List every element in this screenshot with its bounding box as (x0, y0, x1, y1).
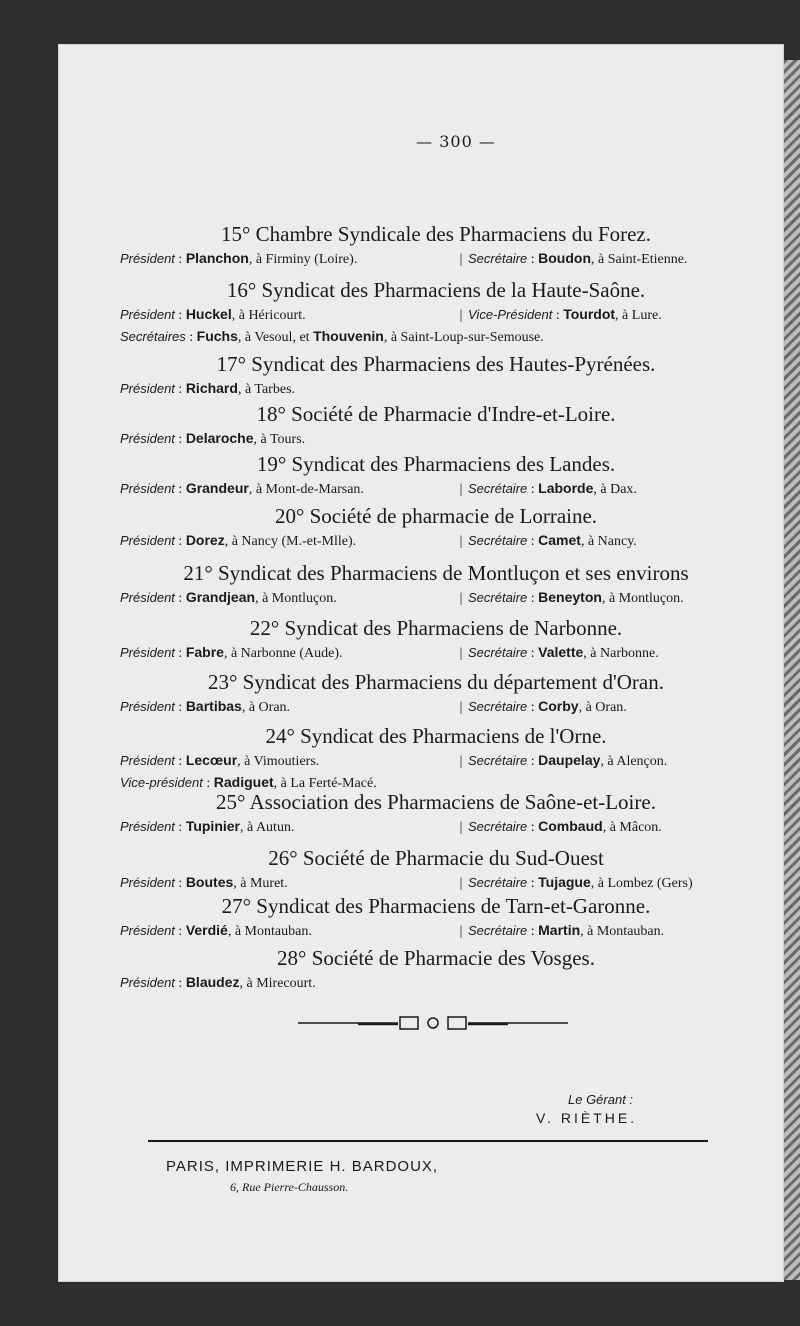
society-entry (58, 502, 784, 552)
officer-place: à Montluçon. (608, 591, 684, 606)
gerant-label: Le Gérant : (568, 1092, 634, 1107)
officer-role: Secrétaire (468, 923, 528, 938)
officer-line (58, 972, 784, 994)
officer-role: Secrétaires (120, 329, 186, 344)
officer-place: à Vesoul, et (244, 330, 310, 345)
society-title: 24° Syndicat des Pharmaciens de l'Orne. (265, 724, 607, 748)
officer-name: Boudon (538, 250, 592, 266)
officer-role: Président (120, 590, 175, 605)
officer-place: à Alençon. (607, 754, 668, 769)
officer-name: Daupelay (538, 752, 601, 768)
officer-secondary: | Vice-Président : Tourdot, à Lure. (454, 304, 662, 326)
society-title: 20° Société de pharmacie de Lorraine. (274, 504, 598, 528)
officer-line (58, 872, 784, 894)
column-separator: | (459, 534, 463, 549)
society-entry (58, 400, 784, 450)
society-entry (58, 892, 784, 942)
officer-place: à La Ferté-Macé. (280, 776, 377, 791)
officer-name: Grandjean (185, 589, 256, 605)
society-entry (58, 944, 784, 994)
officer-name: Beneyton (538, 589, 602, 605)
officer-primary: Président : Delaroche, à Tours. (120, 430, 306, 447)
officer-primary: Président : Grandjean, à Montluçon. (120, 589, 337, 606)
society-entry (58, 450, 784, 500)
officer-line (58, 816, 784, 838)
officer-place: à Nancy (M.-et-Mlle). (231, 534, 357, 549)
society-entry (58, 350, 784, 400)
officer-name: Camet (538, 532, 581, 548)
officer-role: Président (120, 381, 175, 396)
officer-name: Lecœur (185, 752, 238, 768)
officer-place: à Oran. (248, 700, 291, 715)
officer-line (58, 696, 784, 718)
officer-name: Blaudez (185, 974, 240, 990)
officer-line (58, 428, 784, 450)
officer-place: à Montluçon. (262, 591, 337, 606)
officer-line (58, 750, 784, 772)
officer-place: à Mirecourt. (246, 976, 316, 991)
officer-role: Président (120, 533, 175, 548)
officer-role: Secrétaire (468, 251, 528, 266)
society-entry (58, 722, 784, 794)
officer-role: Secrétaire (468, 533, 528, 548)
footer-rule (148, 1140, 708, 1142)
society-entry (58, 844, 784, 894)
officer-role: Président (120, 481, 175, 496)
gerant-name: V. RIÈTHE. (536, 1110, 638, 1126)
column-separator: | (459, 820, 463, 835)
column-separator: | (459, 876, 463, 891)
officer-primary: Président : Huckel, à Héricourt. (120, 306, 306, 323)
officer-primary: Président : Lecœur, à Vimoutiers. (120, 752, 320, 769)
society-title: 23° Syndicat des Pharmaciens du département d'Oran. (208, 670, 664, 694)
officer-secondary: | Secrétaire : Corby, à Oran. (454, 696, 627, 718)
officer-primary: Président : Richard, à Tarbes. (120, 380, 296, 397)
officer-place: à Tours. (260, 432, 306, 447)
officer-primary: Président : Fabre, à Narbonne (Aude). (120, 644, 343, 661)
officer-secondary: | Secrétaire : Combaud, à Mâcon. (454, 816, 662, 838)
column-separator: | (459, 700, 463, 715)
officer-name: Thouvenin (313, 328, 384, 344)
officer-place: à Mont-de-Marsan. (255, 482, 364, 497)
society-title: 18° Société de Pharmacie d'Indre-et-Loire. (256, 402, 616, 426)
officer-primary: Président : Planchon, à Firminy (Loire). (120, 250, 358, 267)
column-separator: | (459, 482, 463, 497)
officer-primary: Président : Boutes, à Muret. (120, 874, 288, 891)
society-entry (58, 276, 784, 348)
officer-place: à Dax. (600, 482, 637, 497)
officer-name: Combaud (538, 818, 603, 834)
officer-name: Laborde (538, 480, 594, 496)
society-entry (58, 788, 784, 838)
officer-role: Président (120, 975, 175, 990)
column-separator: | (459, 754, 463, 769)
column-separator: | (459, 591, 463, 606)
officer-primary: Président : Bartibas, à Oran. (120, 698, 291, 715)
officer-role: Président (120, 251, 175, 266)
officer-place: à Mâcon. (609, 820, 662, 835)
officer-role: Président (120, 875, 175, 890)
officer-name: Valette (538, 644, 584, 660)
society-title: 22° Syndicat des Pharmaciens de Narbonne. (249, 616, 623, 640)
officer-place: à Firminy (Loire). (255, 252, 358, 267)
officer-place: à Narbonne (Aude). (230, 646, 343, 661)
society-entry (58, 668, 784, 718)
officer-line (58, 248, 784, 270)
officer-role: Président (120, 699, 175, 714)
officer-primary: Président : Dorez, à Nancy (M.-et-Mlle). (120, 532, 357, 549)
officer-role: Secrétaire (468, 699, 528, 714)
society-entry (58, 220, 784, 270)
officer-name: Planchon (185, 250, 249, 266)
officer-place: à Montauban. (587, 924, 665, 939)
officer-role: Secrétaire (468, 875, 528, 890)
officer-secondary: | Secrétaire : Daupelay, à Alençon. (454, 750, 667, 772)
officer-primary: Président : Grandeur, à Mont-de-Marsan. (120, 480, 364, 497)
officer-name: Tourdot (563, 306, 616, 322)
society-title: 17° Syndicat des Pharmaciens des Hautes-Pyrénées. (216, 352, 656, 376)
officer-place: à Montauban. (234, 924, 312, 939)
society-title: 25° Association des Pharmaciens de Saône-et-Loire. (216, 790, 656, 814)
officer-primary: Vice-président : Radiguet, à La Ferté-Macé. (120, 774, 377, 791)
officer-place: à Narbonne. (590, 646, 659, 661)
officer-name: Corby (538, 698, 579, 714)
officer-secondary: | Secrétaire : Laborde, à Dax. (454, 478, 637, 500)
printer-line: PARIS, IMPRIMERIE H. BARDOUX, (166, 1158, 439, 1175)
officer-role: Secrétaire (468, 819, 528, 834)
column-separator: | (459, 646, 463, 661)
officer-place: à Nancy. (587, 534, 637, 549)
officer-name: Grandeur (185, 480, 249, 496)
officer-role: Président (120, 307, 175, 322)
document-page (58, 44, 784, 1282)
officer-primary: Président : Blaudez, à Mirecourt. (120, 974, 316, 991)
officer-role: Président (120, 753, 175, 768)
officer-place: à Vimoutiers. (244, 754, 320, 769)
officer-name: Dorez (185, 532, 225, 548)
officer-role: Président (120, 431, 175, 446)
page-edge (784, 60, 800, 1280)
society-title: 28° Société de Pharmacie des Vosges. (277, 946, 595, 970)
officer-place: à Héricourt. (238, 308, 306, 323)
society-title: 21° Syndicat des Pharmaciens de Montluçon et ses environs (183, 561, 689, 585)
society-entry (58, 559, 784, 609)
officer-line (58, 920, 784, 942)
officer-line (58, 587, 784, 609)
officer-secondary: | Secrétaire : Beneyton, à Montluçon. (454, 587, 684, 609)
officer-name: Martin (538, 922, 581, 938)
officer-role: Président (120, 923, 175, 938)
officer-place: à Lombez (Gers) (597, 876, 693, 891)
society-title: 26° Société de Pharmacie du Sud-Ouest (268, 846, 604, 870)
society-entry (58, 614, 784, 664)
officer-place: à Oran. (585, 700, 627, 715)
officer-name: Radiguet (213, 774, 274, 790)
officer-secondary: | Secrétaire : Boudon, à Saint-Etienne. (454, 248, 687, 270)
officer-primary: Président : Tupinier, à Autun. (120, 818, 295, 835)
officer-name: Huckel (185, 306, 232, 322)
officer-place: à Autun. (247, 820, 295, 835)
officer-primary: Président : Verdié, à Montauban. (120, 922, 312, 939)
page-number: — 300 — (416, 132, 496, 151)
officer-role: Vice-Président (468, 307, 553, 322)
officer-secondary: | Secrétaire : Tujague, à Lombez (Gers) (454, 872, 693, 894)
society-title: 15° Chambre Syndicale des Pharmaciens du Forez. (220, 222, 652, 246)
officer-line (58, 478, 784, 500)
society-title: 19° Syndicat des Pharmaciens des Landes. (256, 452, 616, 476)
officer-name: Fuchs (196, 328, 238, 344)
column-separator: | (459, 308, 463, 323)
ornament-divider-icon (298, 1014, 568, 1032)
officer-line (58, 530, 784, 552)
officer-secondary: | Secrétaire : Valette, à Narbonne. (454, 642, 659, 664)
officer-place: à Tarbes. (244, 382, 296, 397)
society-title: 16° Syndicat des Pharmaciens de la Haute-Saône. (226, 278, 646, 302)
column-separator: | (459, 252, 463, 267)
officer-role: Vice-président (120, 775, 203, 790)
officer-place: à Muret. (240, 876, 288, 891)
officer-role: Secrétaire (468, 481, 528, 496)
officer-name: Tupinier (185, 818, 240, 834)
officer-secondary: | Secrétaire : Martin, à Montauban. (454, 920, 664, 942)
officer-line (58, 642, 784, 664)
officer-line (58, 304, 784, 326)
officer-place: à Saint-Loup-sur-Semouse. (390, 330, 544, 345)
officer-secondary: | Secrétaire : Camet, à Nancy. (454, 530, 637, 552)
officer-role: Président (120, 645, 175, 660)
officer-place: à Lure. (622, 308, 662, 323)
officer-line (58, 378, 784, 400)
officer-primary: Secrétaires : Fuchs, à Vesoul, et Thouvenin, à Saint-Loup-sur-Semouse. (120, 328, 544, 345)
officer-role: Secrétaire (468, 753, 528, 768)
officer-role: Secrétaire (468, 590, 528, 605)
officer-place: à Saint-Etienne. (598, 252, 688, 267)
column-separator: | (459, 924, 463, 939)
officer-name: Fabre (185, 644, 224, 660)
officer-name: Boutes (185, 874, 234, 890)
officer-role: Secrétaire (468, 645, 528, 660)
printer-address: 6, Rue Pierre-Chausson. (230, 1180, 349, 1194)
officer-name: Richard (185, 380, 238, 396)
officer-name: Tujague (538, 874, 591, 890)
officer-line (58, 326, 784, 348)
officer-name: Verdié (185, 922, 228, 938)
society-title: 27° Syndicat des Pharmaciens de Tarn-et-Garonne. (221, 894, 651, 918)
officer-name: Delaroche (185, 430, 254, 446)
officer-name: Bartibas (185, 698, 242, 714)
officer-role: Président (120, 819, 175, 834)
